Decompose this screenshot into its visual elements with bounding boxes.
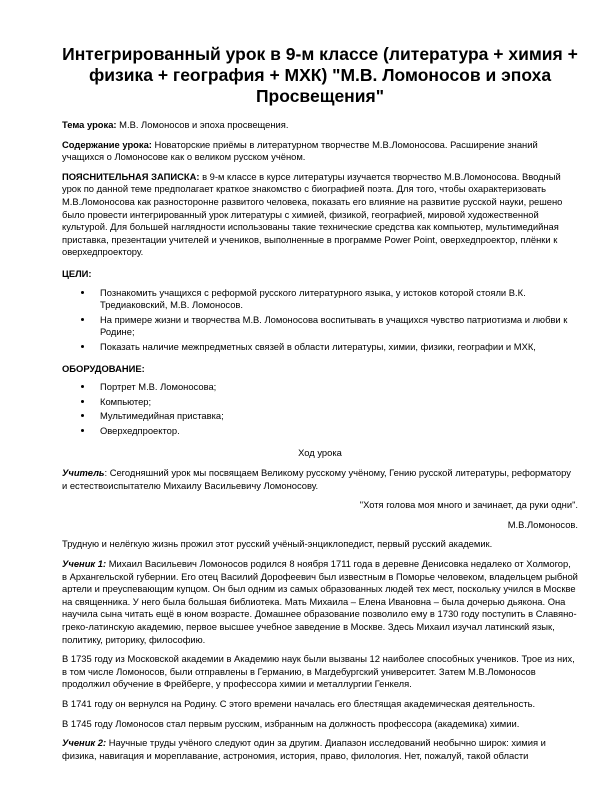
equipment-item: • Оверхедпроектор. [94, 425, 578, 438]
note-label: ПОЯСНИТЕЛЬНАЯ ЗАПИСКА: [62, 170, 200, 182]
lesson-heading: Ход урока [298, 447, 342, 459]
topic-paragraph [62, 119, 578, 132]
goals-list [62, 287, 578, 354]
equipment-list [62, 381, 578, 437]
epigraph-quote: "Хотя голова моя много и зачинает, да руки одни". [359, 499, 578, 511]
p1741-paragraph: В 1741 году он вернулся на Родину. С этого времени началась его блестящая академическая деятельность. [62, 697, 536, 709]
p1745-paragraph: В 1745 году Ломоносов стал первым русским, избранным на должность профессора (академика) химии. [62, 717, 520, 729]
goal-item: • Познакомить учащихся с реформой русского литературного языка, у истоков которой стояли В.К. Тредиаковский, М.В. Ломоносов. [94, 287, 578, 312]
equipment-item: • Портрет М.В. Ломоносова; [94, 381, 578, 394]
student2-label: Ученик 2: [62, 737, 107, 749]
note-paragraph [62, 171, 578, 259]
student1-text: Михаил Васильевич Ломоносов родился 8 ноября 1711 года в деревне Денисовка недалеко от Холмогор, в Архангельской губернии. Его отец Василий Дорофеевич был известным в Поморье человеком, владельцем рыбной артели и преуспевающим купцом. Он был одним из самых образованных людей тех мест, поскольку учился в Москве на священника. У него была большая библиотека. Мать Михаила – Елена Ивановна – была дочерью дьякона. Она научила сына читать ещё в юном возрасте. Домашнее образование позволило ему в 1730 году поступить в Славяно-греко-латинскую академию, первое высшее учебное заведение в Москве. Здесь Михаил изучал латинский язык, политику, риторику, философию. [62, 558, 578, 645]
document-page [62, 44, 578, 762]
equipment-item: • Мультимедийная приставка; [94, 410, 578, 423]
teacher-label: Учитель [62, 467, 105, 479]
teacher-paragraph [62, 467, 578, 492]
p1735-paragraph: В 1735 году из Московской академии в Академию наук были вызваны 12 наиболее способных учеников. Трое из них, в том числе Ломоносов, были отправлены в Германию, в Магдебургский университет. Затем М.В.Ломоносов продолжил обучение в Фрейберге, у профессора химии и металлургии Генкеля. [62, 653, 575, 690]
content-text: Новаторские приёмы в литературном творчестве М.В.Ломоносова. Расширение знаний учащихся о Ломоносове как о великом русском учёном. [62, 138, 538, 163]
student2-paragraph [62, 737, 578, 762]
equipment-heading: ОБОРУДОВАНИЕ: [62, 362, 145, 374]
intro-paragraph: Трудную и нелёгкую жизнь прожил этот русский учёный-энциклопедист, первый русский академик. [62, 538, 493, 550]
goals-heading: ЦЕЛИ: [62, 267, 92, 279]
student1-label: Ученик 1: [62, 558, 107, 570]
student2-text: Научные труды учёного следуют один за другим. Диапазон исследований необычно широк: химия и физика, навигация и мореплавание, астрономия, история, право, филология. Нет, пожалуй, такой области [62, 737, 546, 761]
teacher-text: : Сегодняшний урок мы посвящаем Великому русскому учёному, Гению русской литературы, реформатору и естествоиспытателю Михаилу Васильевичу Ломоносову. [62, 467, 571, 491]
note-text: в 9-м классе в курсе литературы изучается творчество М.В.Ломоносова. Вводный урок по данной теме предполагает краткое знакомство с биографией поэта. Для того, чтобы охарактеризовать М.В.Ломоносова как разносторонне развитого человека, показать его влияние на развитие русской науки, решено было провести интегрированный урок литературы с химией, физикой, географией, мировой художественной культурой. Для большей наглядности использованы такие технические средства как компьютер, мультимедийная приставка, презентации учителей и учеников, выполненные в программе Power Point, оверхедпроектор, плёнки к оверхедпроектору. [62, 170, 563, 258]
content-paragraph [62, 139, 578, 164]
content-label: Содержание урока: [62, 138, 152, 150]
document-title: Интегрированный урок в 9-м классе (литература + химия + физика + география + МХК) "М.В. Ломоносов и эпоха Просвещения" [62, 44, 578, 106]
equipment-item: • Компьютер; [94, 396, 578, 409]
topic-text: М.В. Ломоносов и эпоха просвещения. [116, 119, 289, 130]
goal-item: • На примере жизни и творчества М.В. Ломоносова воспитывать в учащихся чувство патриотизма и любви к Родине; [94, 314, 578, 339]
goal-item: • Показать наличие межпредметных связей в области литературы, химии, физики, географии и МХК, [94, 341, 578, 354]
topic-label: Тема урока: [62, 119, 117, 130]
student1-paragraph [62, 558, 578, 646]
epigraph-author: М.В.Ломоносов. [507, 518, 578, 530]
